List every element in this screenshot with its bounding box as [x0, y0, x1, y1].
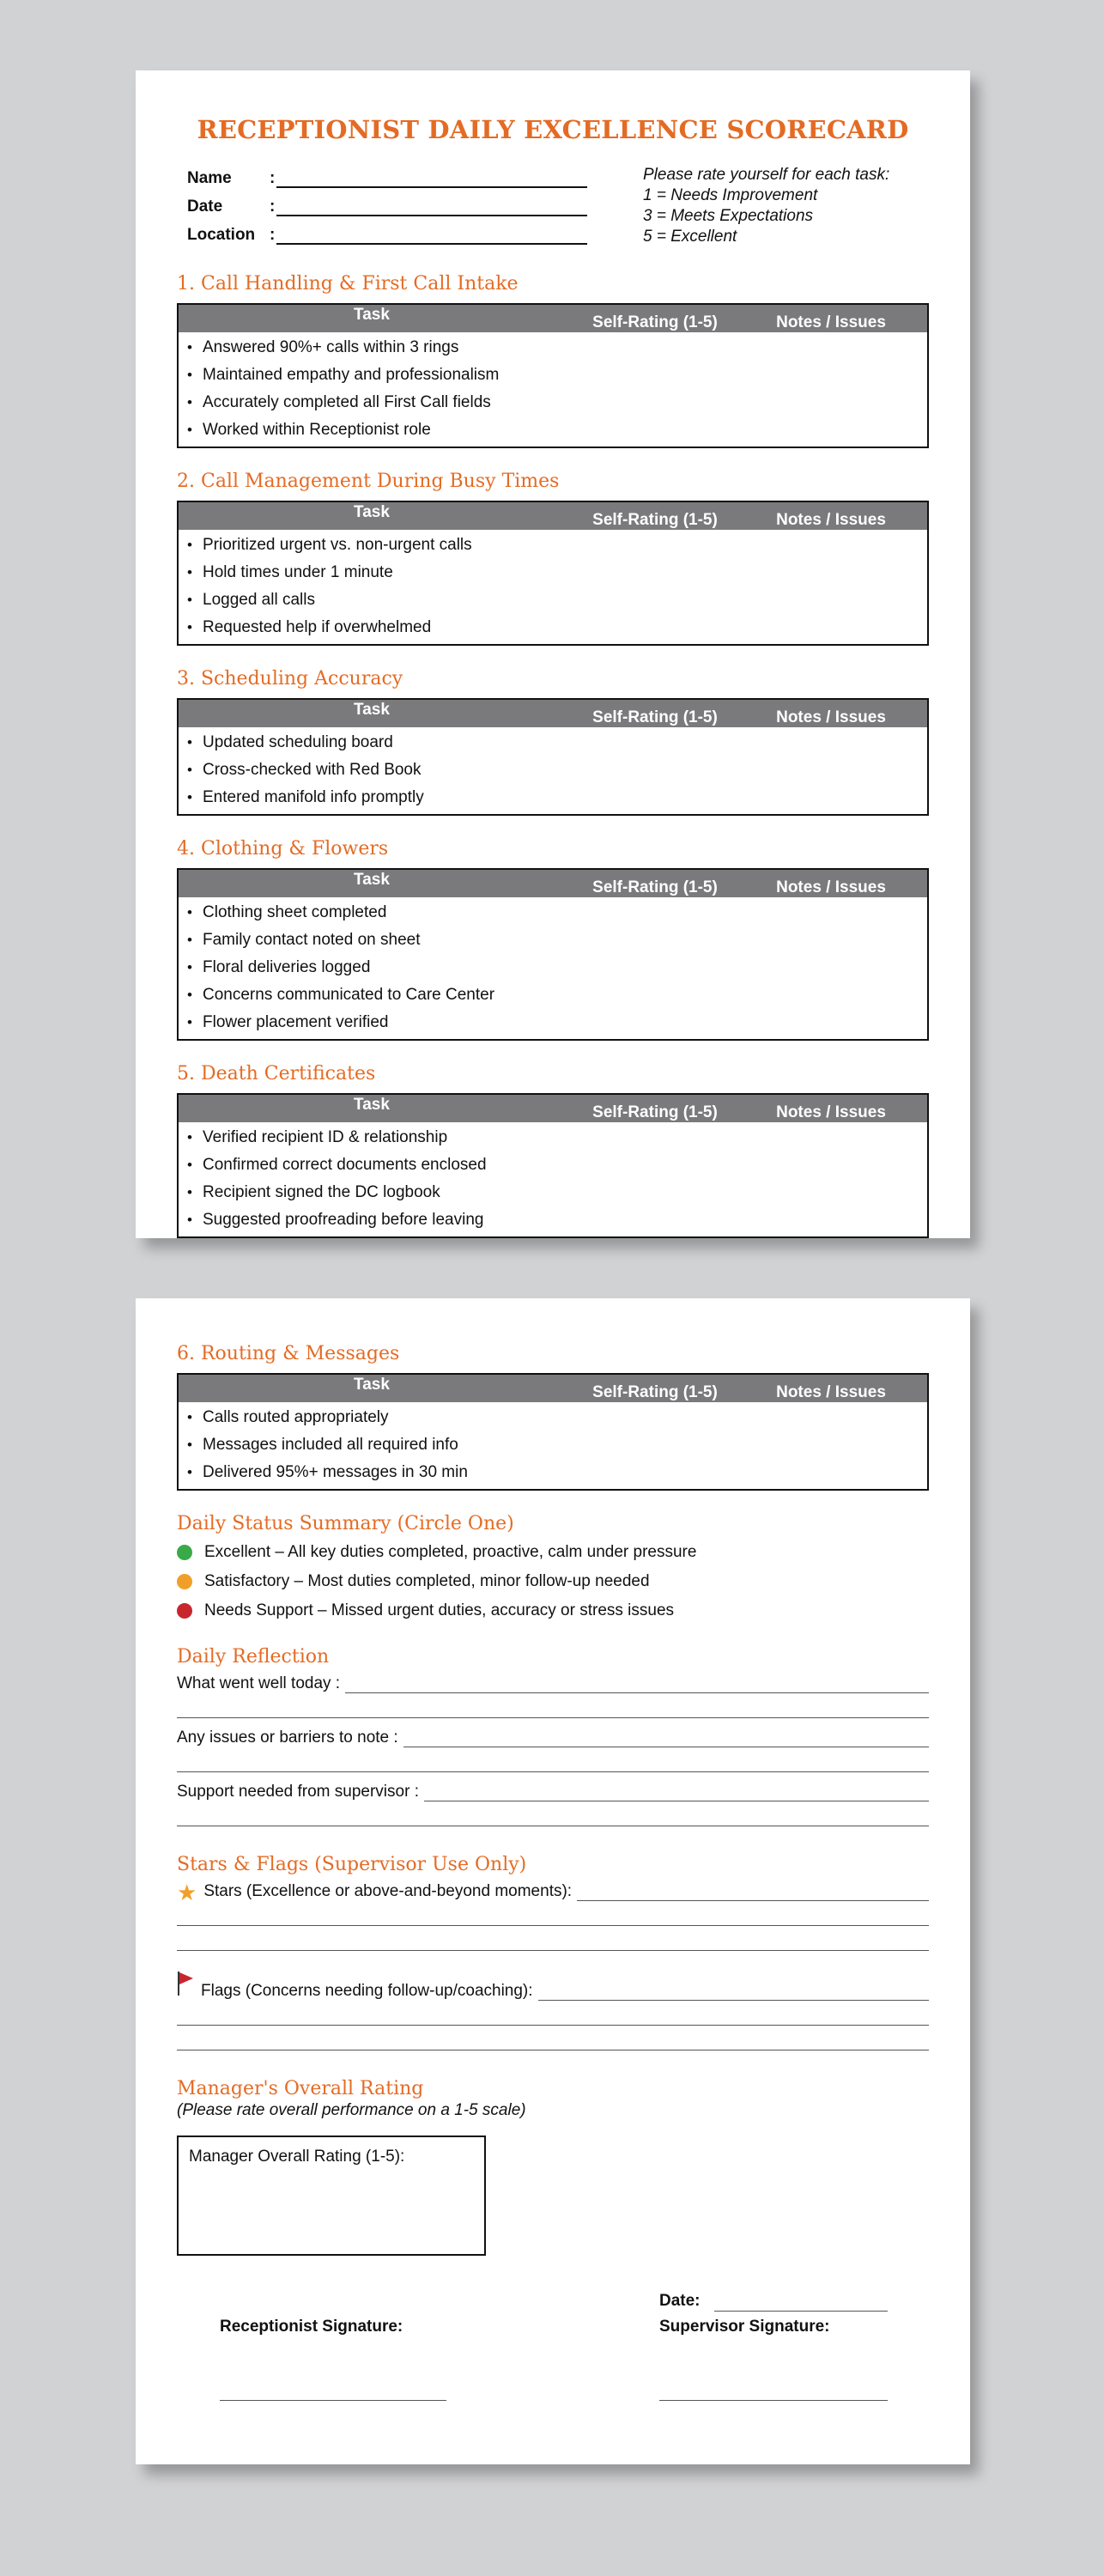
header-self-rating: Self-Rating (1-5) [592, 313, 718, 331]
section-title: 4. Clothing & Flowers [177, 838, 389, 860]
status-text: Satisfactory – Most duties completed, minor follow-up needed [204, 1572, 650, 1590]
stars-line-extra[interactable] [177, 1901, 929, 1926]
manager-rating-box[interactable] [177, 2136, 486, 2256]
status-text: Excellent – All key duties completed, proactive, calm under pressure [204, 1543, 697, 1561]
status-excellent[interactable] [177, 1538, 929, 1567]
receptionist-signature-label: Receptionist Signature: [220, 2318, 403, 2336]
section-title: 2. Call Management During Busy Times [177, 471, 560, 492]
reflection-area [177, 1668, 929, 1826]
stars-row[interactable] [177, 1875, 929, 1905]
supervisor-signature-line[interactable] [659, 2385, 888, 2401]
legend-3: 3 = Meets Expectations [643, 207, 814, 225]
header-notes: Notes / Issues [776, 878, 886, 896]
header-self-rating: Self-Rating (1-5) [592, 708, 718, 726]
header-task: Task [354, 306, 390, 324]
legend-intro: Please rate yourself for each task: [643, 166, 890, 184]
prompt-label: Any issues or barriers to note : [177, 1728, 398, 1747]
reflection-issues[interactable] [177, 1722, 929, 1747]
reflection-title: Daily Reflection [177, 1646, 330, 1668]
answer-line[interactable] [403, 1731, 929, 1747]
section-title: 3. Scheduling Accuracy [177, 668, 403, 690]
task-row: • Maintained empathy and professionalism [187, 366, 500, 384]
task-text: Flower placement verified [203, 1013, 389, 1031]
table-body [179, 727, 927, 814]
stars-flags-title: Stars & Flags (Supervisor Use Only) [177, 1854, 527, 1875]
task-text: Family contact noted on sheet [203, 931, 421, 949]
table-body [179, 332, 927, 447]
flags-line[interactable] [538, 1984, 929, 2001]
section-title: 6. Routing & Messages [177, 1343, 400, 1364]
task-table [177, 1093, 929, 1238]
flags-label: Flags (Concerns needing follow-up/coaching): [201, 1982, 533, 2000]
header-task: Task [354, 701, 390, 719]
task-row: • Requested help if overwhelmed [187, 618, 432, 636]
flags-line-extra[interactable] [177, 2001, 929, 2026]
task-text: Hold times under 1 minute [203, 563, 393, 581]
flags-row[interactable] [177, 1975, 929, 2001]
task-text: Suggested proofreading before leaving [203, 1211, 484, 1229]
header-task: Task [354, 871, 390, 889]
task-text: Worked within Receptionist role [203, 421, 431, 439]
task-row: • Family contact noted on sheet [187, 931, 421, 949]
name-colon: : [270, 169, 276, 187]
task-text: Accurately completed all First Call fields [203, 393, 491, 411]
date-field[interactable] [177, 188, 610, 216]
header-area [177, 160, 929, 247]
task-row: • Updated scheduling board [187, 733, 393, 751]
answer-line[interactable] [345, 1677, 929, 1693]
task-text: Messages included all required info [203, 1436, 458, 1454]
header-notes: Notes / Issues [776, 708, 886, 726]
task-row: • Recipient signed the DC logbook [187, 1183, 440, 1201]
task-text: Updated scheduling board [203, 733, 393, 751]
section-title: 1. Call Handling & First Call Intake [177, 273, 519, 295]
flags-line-extra[interactable] [177, 2026, 929, 2050]
task-table [177, 698, 929, 816]
task-row: • Flower placement verified [187, 1013, 389, 1031]
task-text: Requested help if overwhelmed [203, 618, 432, 636]
answer-line-extra[interactable] [177, 1693, 929, 1718]
reflection-went-well[interactable] [177, 1668, 929, 1693]
location-label: Location [187, 226, 256, 244]
task-row: • Logged all calls [187, 591, 315, 609]
table-header [179, 502, 927, 530]
header-notes: Notes / Issues [776, 511, 886, 529]
prompt-label: Support needed from supervisor : [177, 1783, 419, 1801]
signature-area [177, 2256, 929, 2453]
task-row: • Messages included all required info [187, 1436, 458, 1454]
prompt-label: What went well today : [177, 1674, 341, 1692]
task-row: • Suggested proofreading before leaving [187, 1211, 484, 1229]
stars-line-extra[interactable] [177, 1926, 929, 1951]
task-text: Prioritized urgent vs. non-urgent calls [203, 536, 472, 554]
header-task: Task [354, 1096, 390, 1114]
task-row: • Floral deliveries logged [187, 958, 371, 976]
scorecard-page-2 [136, 1298, 970, 2464]
header-fields [177, 160, 610, 247]
header-notes: Notes / Issues [776, 313, 886, 331]
table-body [179, 897, 927, 1039]
task-text: Calls routed appropriately [203, 1408, 389, 1426]
table-body [179, 1122, 927, 1236]
legend-1: 1 = Needs Improvement [643, 186, 818, 204]
date-label: Date [187, 197, 223, 216]
name-line[interactable] [276, 167, 587, 188]
document-title: RECEPTIONIST DAILY EXCELLENCE SCORECARD [197, 115, 909, 144]
status-summary-title: Daily Status Summary (Circle One) [177, 1513, 514, 1534]
orange-dot-icon [177, 1574, 192, 1589]
location-colon: : [270, 226, 276, 244]
status-needs-support[interactable] [177, 1596, 929, 1625]
header-self-rating: Self-Rating (1-5) [592, 511, 718, 529]
task-text: Clothing sheet completed [203, 903, 387, 921]
task-text: Maintained empathy and professionalism [203, 366, 500, 384]
task-row: • Confirmed correct documents enclosed [187, 1156, 487, 1174]
star-icon: ★ [177, 1880, 197, 1905]
task-row: • Concerns communicated to Care Center [187, 986, 495, 1004]
table-header [179, 1375, 927, 1402]
task-row: • Verified recipient ID & relationship [187, 1128, 448, 1146]
task-text: Delivered 95%+ messages in 30 min [203, 1463, 468, 1481]
status-text: Needs Support – Missed urgent duties, accuracy or stress issues [204, 1601, 675, 1619]
header-task: Task [354, 1376, 390, 1394]
table-header [179, 1095, 927, 1122]
task-text: Entered manifold info promptly [203, 788, 424, 806]
red-dot-icon [177, 1603, 192, 1619]
name-field[interactable] [177, 160, 610, 188]
task-table [177, 501, 929, 646]
table-body [179, 1402, 927, 1489]
header-self-rating: Self-Rating (1-5) [592, 1383, 718, 1401]
task-row: • Calls routed appropriately [187, 1408, 389, 1426]
task-text: Logged all calls [203, 591, 315, 609]
task-table [177, 868, 929, 1041]
task-row: • Delivered 95%+ messages in 30 min [187, 1463, 468, 1481]
table-header [179, 870, 927, 897]
task-row: • Cross-checked with Red Book [187, 761, 422, 779]
table-header [179, 700, 927, 727]
date-colon: : [270, 197, 276, 216]
header-self-rating: Self-Rating (1-5) [592, 1103, 718, 1121]
supervisor-signature-label: Supervisor Signature: [659, 2318, 830, 2336]
task-text: Confirmed correct documents enclosed [203, 1156, 487, 1174]
date-label: Date: [659, 2292, 701, 2310]
stars-flags-area [177, 1875, 929, 2050]
manager-box-label: Manager Overall Rating (1-5): [189, 2148, 405, 2166]
receptionist-signature-line[interactable] [220, 2385, 446, 2401]
date-line[interactable] [714, 2295, 888, 2312]
stars-label: Stars (Excellence or above-and-beyond moments): [203, 1882, 573, 1900]
task-row: • Entered manifold info promptly [187, 788, 424, 806]
task-row: • Accurately completed all First Call fields [187, 393, 491, 411]
header-self-rating: Self-Rating (1-5) [592, 878, 718, 896]
date-line[interactable] [276, 196, 587, 216]
section-title: 5. Death Certificates [177, 1063, 376, 1084]
status-options [177, 1538, 929, 1625]
stars-line[interactable] [577, 1885, 929, 1901]
reflection-support[interactable] [177, 1776, 929, 1801]
task-text: Concerns communicated to Care Center [203, 986, 495, 1004]
answer-line-extra[interactable] [177, 1801, 929, 1826]
task-table [177, 303, 929, 448]
task-row: • Hold times under 1 minute [187, 563, 393, 581]
green-dot-icon [177, 1545, 192, 1560]
task-text: Cross-checked with Red Book [203, 761, 422, 779]
manager-rating-title: Manager's Overall Rating [177, 2078, 424, 2099]
name-label: Name [187, 169, 232, 187]
header-task: Task [354, 503, 390, 521]
location-line[interactable] [276, 224, 587, 245]
status-satisfactory[interactable] [177, 1567, 929, 1596]
table-header [179, 305, 927, 332]
task-row: • Answered 90%+ calls within 3 rings [187, 338, 459, 356]
flag-icon [177, 1970, 194, 2001]
rating-legend [643, 160, 889, 247]
answer-line-extra[interactable] [177, 1747, 929, 1772]
task-row: • Clothing sheet completed [187, 903, 387, 921]
table-body [179, 530, 927, 644]
task-table [177, 1373, 929, 1491]
legend-5: 5 = Excellent [643, 228, 737, 246]
task-text: Verified recipient ID & relationship [203, 1128, 448, 1146]
manager-rating-note: (Please rate overall performance on a 1-5 scale) [177, 2101, 526, 2119]
location-field[interactable] [177, 216, 610, 245]
scorecard-page-1 [136, 70, 970, 1238]
task-row: • Prioritized urgent vs. non-urgent calls [187, 536, 472, 554]
header-notes: Notes / Issues [776, 1103, 886, 1121]
task-text: Answered 90%+ calls within 3 rings [203, 338, 459, 356]
task-text: Recipient signed the DC logbook [203, 1183, 440, 1201]
task-text: Floral deliveries logged [203, 958, 371, 976]
answer-line[interactable] [424, 1785, 929, 1801]
task-row: • Worked within Receptionist role [187, 421, 431, 439]
header-notes: Notes / Issues [776, 1383, 886, 1401]
